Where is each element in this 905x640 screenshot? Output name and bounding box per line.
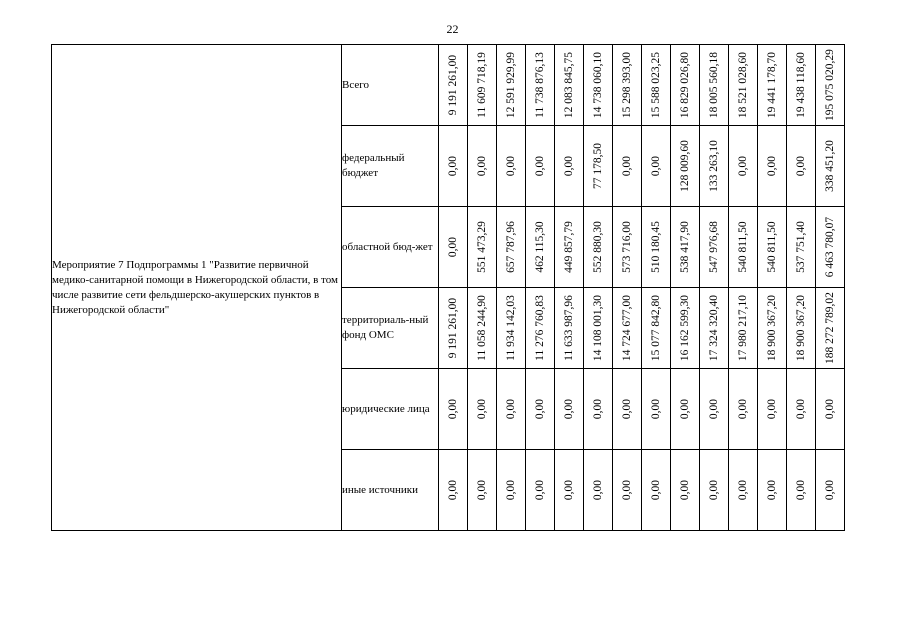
value-text: 19 438 118,60	[795, 52, 807, 118]
funding-source: Всего	[342, 45, 439, 126]
value-text: 0,00	[737, 155, 749, 177]
value-cell	[758, 288, 787, 369]
value-cell	[439, 288, 468, 369]
value-text: 6 463 780,07	[824, 216, 836, 278]
value-cell	[526, 207, 555, 288]
value-text: 510 180,45	[650, 221, 662, 273]
value-text: 14 724 677,00	[621, 294, 633, 362]
value-cell	[816, 450, 845, 531]
value-cell	[787, 45, 816, 126]
value-cell	[787, 369, 816, 450]
value-text: 11 609 718,19	[476, 52, 488, 118]
value-cell	[555, 126, 584, 207]
value-cell	[526, 288, 555, 369]
value-text: 0,00	[795, 155, 807, 177]
value-text: 18 005 560,18	[708, 51, 720, 119]
value-text: 538 417,90	[679, 221, 691, 273]
value-cell	[439, 207, 468, 288]
value-text: 0,00	[708, 479, 720, 501]
table-row	[52, 45, 845, 126]
value-cell	[671, 207, 700, 288]
value-text: 0,00	[592, 398, 604, 420]
value-cell	[497, 288, 526, 369]
value-text: 0,00	[534, 479, 546, 501]
value-text: 0,00	[592, 479, 604, 501]
value-text: 552 880,30	[592, 221, 604, 273]
value-cell	[468, 369, 497, 450]
value-cell	[584, 207, 613, 288]
value-cell	[816, 288, 845, 369]
value-cell	[758, 207, 787, 288]
value-cell	[700, 288, 729, 369]
value-text: 15 588 023,25	[650, 51, 662, 119]
value-cell	[729, 288, 758, 369]
value-text: 11 738 876,13	[534, 52, 546, 118]
value-cell	[787, 450, 816, 531]
value-text: 0,00	[563, 155, 575, 177]
value-text: 0,00	[650, 479, 662, 501]
value-text: 16 829 026,80	[679, 51, 691, 119]
value-text: 0,00	[621, 479, 633, 501]
funding-source: федеральный бюджет	[342, 126, 439, 207]
value-cell	[700, 369, 729, 450]
value-cell	[642, 126, 671, 207]
value-text: 0,00	[795, 479, 807, 501]
value-text: 128 009,60	[679, 140, 691, 192]
value-cell	[816, 45, 845, 126]
value-cell	[439, 45, 468, 126]
value-text: 11 934 142,03	[505, 295, 517, 361]
measure-description: Мероприятие 7 Подпрограммы 1 "Развитие первичной медико-санитарной помощи в Нижегородской области, в том числе развитие сети фельдшерско-акушерских пунктов в Нижегородской области"	[52, 45, 342, 531]
value-text: 17 324 320,40	[708, 294, 720, 362]
value-text: 11 058 244,90	[476, 295, 488, 361]
value-text: 188 272 789,02	[824, 292, 836, 364]
value-cell	[787, 126, 816, 207]
value-text: 15 298 393,00	[621, 51, 633, 119]
value-cell	[468, 288, 497, 369]
value-cell	[729, 369, 758, 450]
value-cell	[613, 207, 642, 288]
budget-table	[51, 44, 845, 531]
value-cell	[700, 45, 729, 126]
value-cell	[700, 450, 729, 531]
value-text: 0,00	[679, 479, 691, 501]
value-cell	[526, 126, 555, 207]
value-cell	[816, 126, 845, 207]
value-cell	[671, 369, 700, 450]
value-cell	[758, 369, 787, 450]
value-text: 0,00	[447, 398, 459, 420]
value-text: 0,00	[534, 398, 546, 420]
funding-source: иные источники	[342, 450, 439, 531]
value-cell	[613, 126, 642, 207]
value-cell	[526, 369, 555, 450]
value-text: 547 976,68	[708, 221, 720, 273]
value-cell	[816, 369, 845, 450]
value-text: 17 980 217,10	[737, 294, 749, 362]
value-text: 338 451,20	[824, 140, 836, 192]
value-cell	[555, 288, 584, 369]
value-cell	[729, 450, 758, 531]
value-cell	[468, 45, 497, 126]
value-cell	[787, 288, 816, 369]
value-text: 0,00	[824, 398, 836, 420]
value-text: 0,00	[824, 479, 836, 501]
value-text: 0,00	[621, 155, 633, 177]
value-text: 0,00	[766, 155, 778, 177]
value-cell	[642, 207, 671, 288]
value-cell	[584, 369, 613, 450]
value-cell	[729, 45, 758, 126]
value-text: 12 591 929,99	[505, 51, 517, 119]
value-cell	[555, 207, 584, 288]
value-text: 0,00	[563, 398, 575, 420]
value-cell	[526, 450, 555, 531]
value-text: 0,00	[476, 155, 488, 177]
funding-source: территориаль-ный фонд ОМС	[342, 288, 439, 369]
value-cell	[700, 207, 729, 288]
value-text: 0,00	[505, 398, 517, 420]
value-cell	[468, 450, 497, 531]
value-text: 551 473,29	[476, 221, 488, 273]
funding-source: юридические лица	[342, 369, 439, 450]
value-text: 0,00	[621, 398, 633, 420]
value-cell	[584, 450, 613, 531]
value-cell	[642, 288, 671, 369]
funding-source: областной бюд-жет	[342, 207, 439, 288]
value-text: 9 191 261,00	[447, 297, 459, 359]
value-cell	[642, 45, 671, 126]
value-cell	[439, 126, 468, 207]
value-cell	[787, 207, 816, 288]
value-cell	[700, 126, 729, 207]
value-text: 9 191 261,00	[447, 54, 459, 116]
value-text: 0,00	[766, 479, 778, 501]
value-text: 0,00	[795, 398, 807, 420]
value-text: 18 521 028,60	[737, 51, 749, 119]
value-cell	[468, 126, 497, 207]
value-text: 0,00	[708, 398, 720, 420]
value-cell	[439, 369, 468, 450]
value-text: 195 075 020,29	[824, 49, 836, 121]
value-text: 537 751,40	[795, 221, 807, 273]
value-text: 14 108 001,30	[592, 294, 604, 362]
value-text: 0,00	[447, 479, 459, 501]
value-text: 11 633 987,96	[563, 295, 575, 361]
value-cell	[671, 126, 700, 207]
value-cell	[526, 45, 555, 126]
value-cell	[758, 45, 787, 126]
value-cell	[584, 126, 613, 207]
value-text: 19 441 178,70	[766, 51, 778, 119]
value-cell	[642, 369, 671, 450]
value-text: 16 162 599,30	[679, 294, 691, 362]
value-cell	[584, 288, 613, 369]
value-text: 0,00	[650, 398, 662, 420]
value-cell	[758, 450, 787, 531]
value-text: 0,00	[737, 479, 749, 501]
value-text: 15 077 842,80	[650, 294, 662, 362]
value-text: 449 857,79	[563, 221, 575, 273]
value-text: 0,00	[505, 479, 517, 501]
value-text: 0,00	[534, 155, 546, 177]
value-cell	[729, 207, 758, 288]
value-text: 12 083 845,75	[563, 51, 575, 119]
value-cell	[555, 45, 584, 126]
value-text: 77 178,50	[592, 143, 604, 189]
value-text: 11 276 760,83	[534, 295, 546, 361]
value-cell	[613, 45, 642, 126]
value-cell	[555, 450, 584, 531]
value-text: 0,00	[766, 398, 778, 420]
value-cell	[468, 207, 497, 288]
value-cell	[497, 450, 526, 531]
value-text: 0,00	[476, 398, 488, 420]
value-text: 0,00	[563, 479, 575, 501]
value-cell	[497, 45, 526, 126]
value-text: 0,00	[679, 398, 691, 420]
value-cell	[584, 45, 613, 126]
value-cell	[439, 450, 468, 531]
value-text: 573 716,00	[621, 221, 633, 273]
value-cell	[613, 450, 642, 531]
value-cell	[497, 126, 526, 207]
value-cell	[816, 207, 845, 288]
value-text: 18 900 367,20	[766, 294, 778, 362]
value-text: 0,00	[650, 155, 662, 177]
value-text: 540 811,50	[737, 221, 749, 273]
value-text: 14 738 060,10	[592, 51, 604, 119]
value-text: 18 900 367,20	[795, 294, 807, 362]
value-text: 540 811,50	[766, 221, 778, 273]
value-text: 657 787,96	[505, 221, 517, 273]
value-cell	[555, 369, 584, 450]
value-text: 0,00	[505, 155, 517, 177]
value-cell	[671, 450, 700, 531]
value-text: 133 263,10	[708, 140, 720, 192]
value-cell	[671, 288, 700, 369]
value-text: 0,00	[447, 236, 459, 258]
value-cell	[613, 369, 642, 450]
value-text: 0,00	[447, 155, 459, 177]
table-body	[52, 45, 845, 531]
value-cell	[671, 45, 700, 126]
value-cell	[758, 126, 787, 207]
page-number: 22	[446, 22, 459, 36]
value-text: 0,00	[476, 479, 488, 501]
value-cell	[613, 288, 642, 369]
value-cell	[729, 126, 758, 207]
value-cell	[497, 369, 526, 450]
value-cell	[497, 207, 526, 288]
value-cell	[642, 450, 671, 531]
value-text: 462 115,30	[534, 221, 546, 273]
value-text: 0,00	[737, 398, 749, 420]
